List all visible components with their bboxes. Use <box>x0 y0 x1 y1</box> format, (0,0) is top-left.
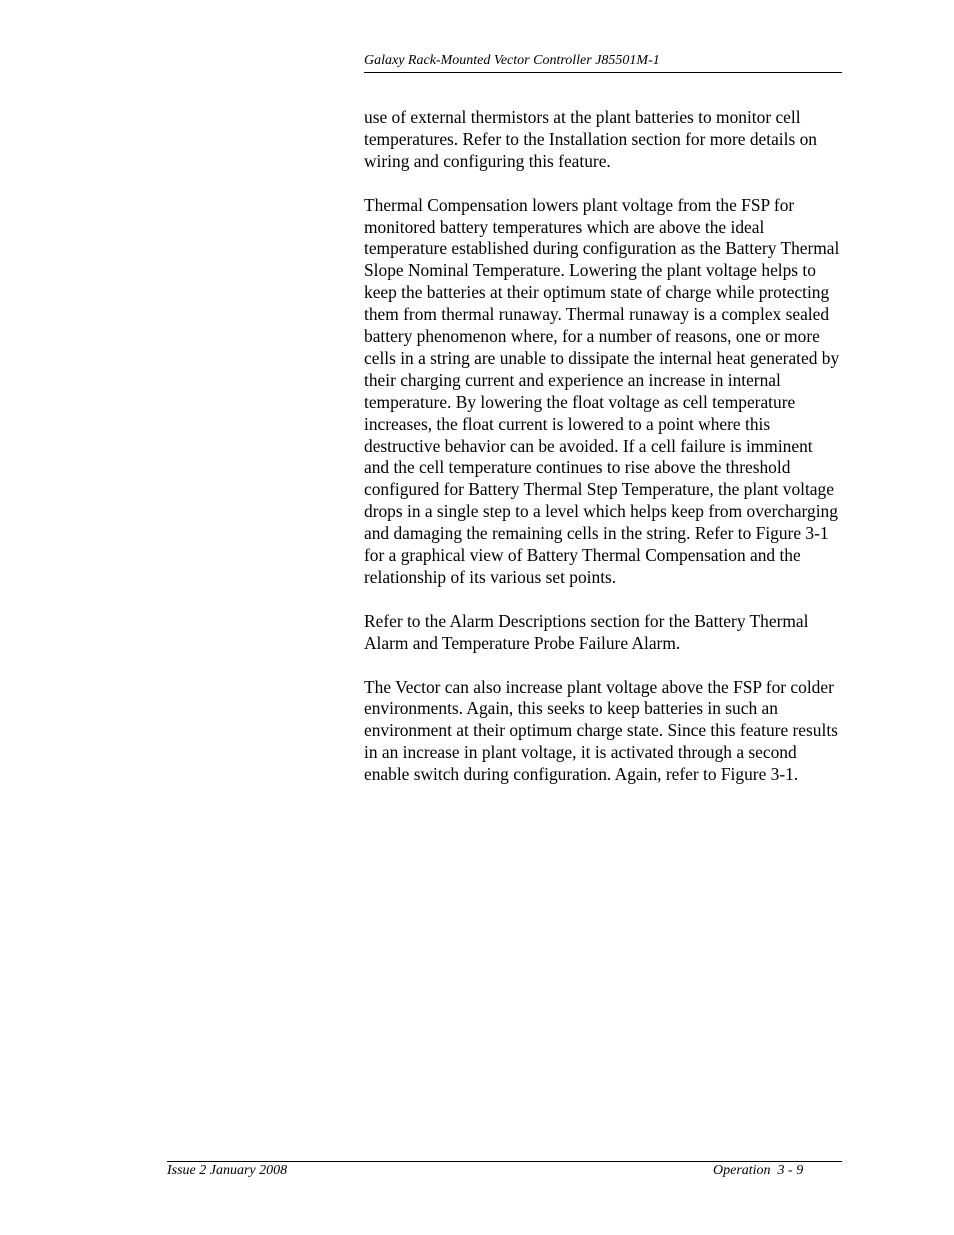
paragraph-thermistors: use of external thermistors at the plant batteries to monitor cell temperatures. Refer to the Installation section for more details on wiring and configuring this feature. <box>364 107 817 171</box>
footer-page-number: Operation 3 - 9 <box>713 1163 804 1178</box>
paragraph-thermal-compensation: Thermal Compensation lowers plant voltage from the FSP for monitored battery temperatures which are above the ideal temperature established during configuration as the Battery Thermal Slope Nominal Temperature. Lowering the plant voltage helps to keep the batteries at their optimum state of charge while protecting them from thermal runaway. Thermal runaway is a complex sealed battery phenomenon where, for a number of reasons, one or more cells in a string are unable to dissipate the internal heat generated by their charging current and experience an increase in internal temperature. By lowering the float voltage as cell temperature increases, the float current is lowered to a point where this destructive behavior can be avoided. If a cell failure is imminent and the cell temperature continues to rise above the threshold configured for Battery Thermal Step Temperature, the plant voltage drops in a single step to a level which helps keep from overcharging and damaging the remaining cells in the string. Refer to Figure 3-1 for a graphical view of Battery Thermal Compensation and the relationship of its various set points. <box>364 194 840 588</box>
header-divider <box>364 72 842 73</box>
paragraph-alarm-reference: Refer to the Alarm Descriptions section for the Battery Thermal Alarm and Temperature Probe Failure Alarm. <box>364 610 809 653</box>
running-header: Galaxy Rack-Mounted Vector Controller J85501M-1 <box>364 53 660 68</box>
footer-issue: Issue 2 January 2008 <box>167 1163 288 1178</box>
body-text <box>364 107 842 808</box>
paragraph-cold-environments: The Vector can also increase plant voltage above the FSP for colder environments. Again, this seeks to keep batteries in such an environment at their optimum charge state. Since this feature results in an increase in plant voltage, it is activated through a second enable switch during configuration. Again, refer to Figure 3-1. <box>364 676 838 785</box>
